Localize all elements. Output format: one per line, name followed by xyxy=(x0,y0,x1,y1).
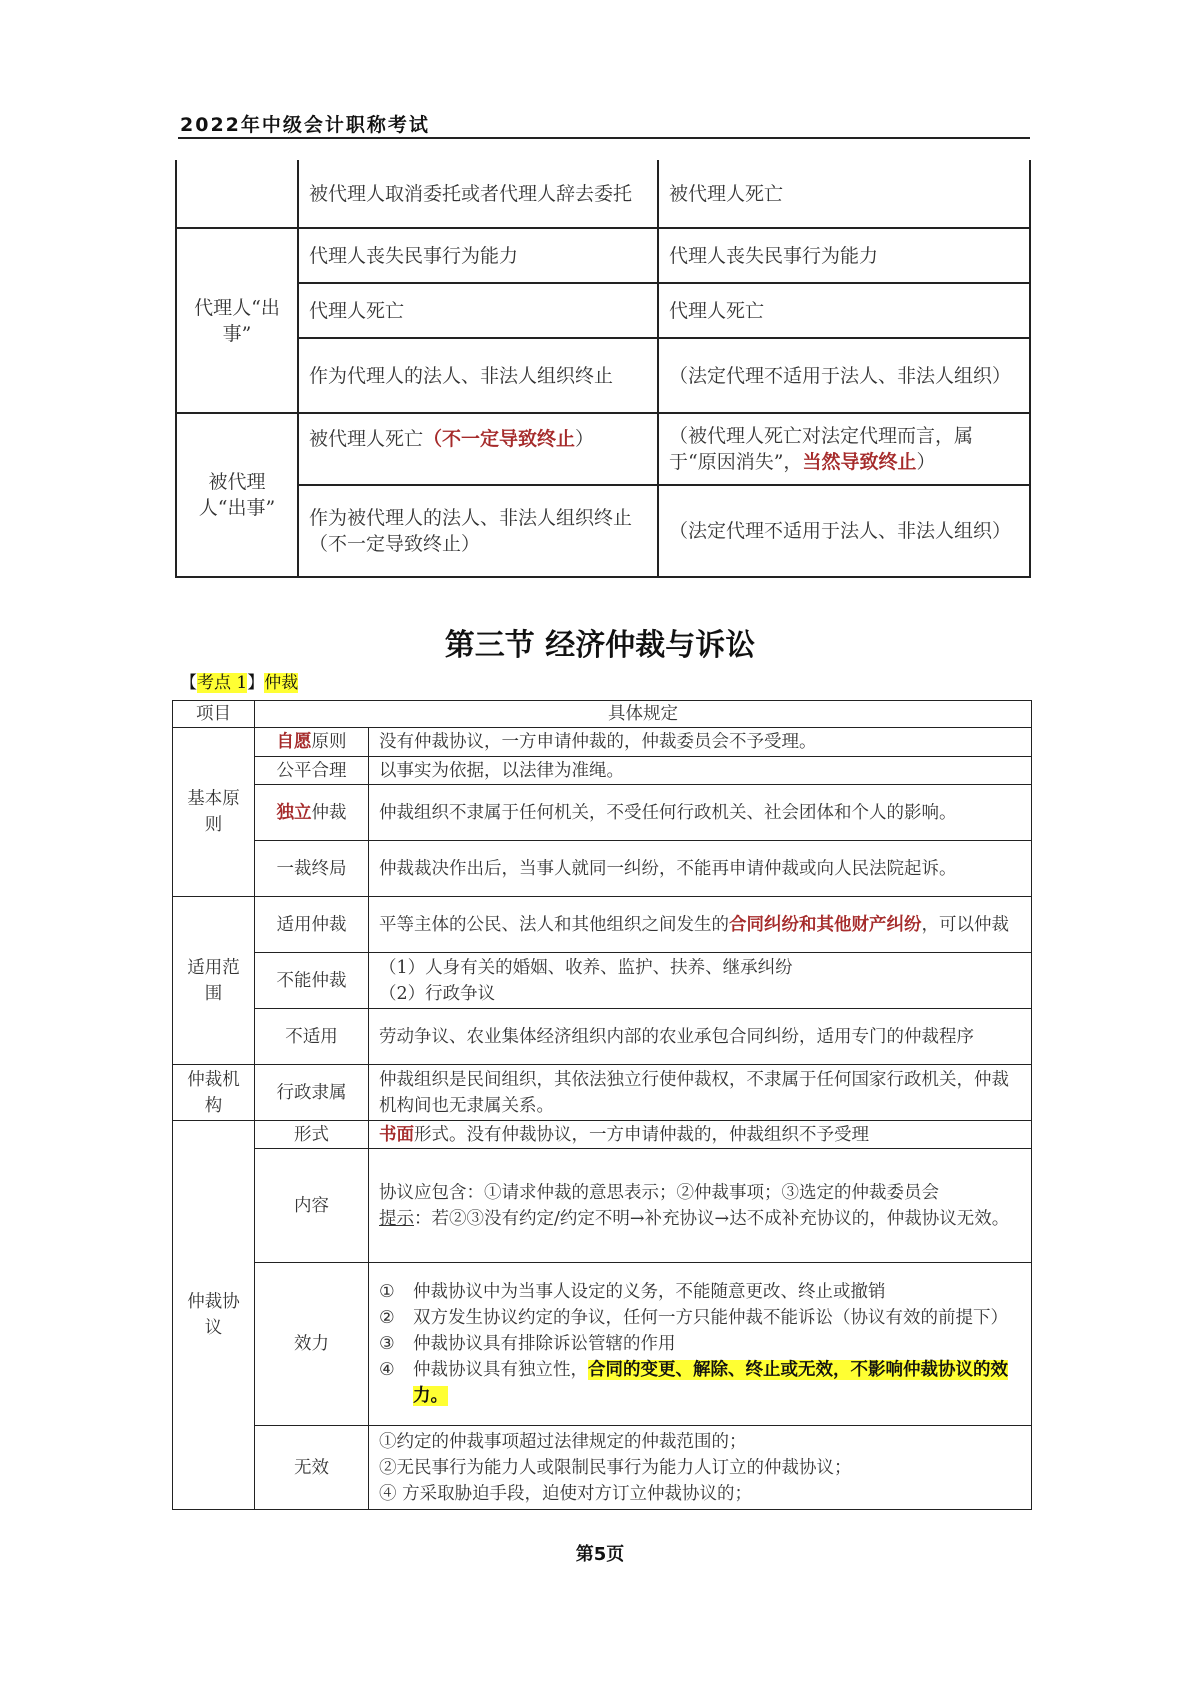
header-cell: 项目 xyxy=(173,701,255,728)
group-cell: 仲裁机构 xyxy=(173,1065,255,1121)
text: （被代理人死亡对法定代理而言，属于“原因消失”， xyxy=(669,425,974,473)
cell: 形式 xyxy=(255,1121,369,1149)
table-header-row xyxy=(173,701,1032,728)
group-cell: 代理人“出事” xyxy=(176,228,298,413)
text xyxy=(413,1357,1021,1409)
header-rule xyxy=(178,137,1030,139)
list-item: ②无民事行为能力人或限制民事行为能力人订立的仲裁协议； xyxy=(379,1457,852,1478)
list-number: ④ xyxy=(379,1360,395,1380)
text: ） xyxy=(916,451,936,473)
text: 被代理人死亡 xyxy=(309,428,424,450)
table-row xyxy=(176,160,1030,228)
cell: 被代理人取消委托或者代理人辞去委托 xyxy=(298,160,658,228)
text: ：若②③没有约定/约定不明→补充协议→达不成补充协议的，仲裁协议无效。 xyxy=(414,1208,1010,1229)
list-item xyxy=(379,1357,1021,1409)
table-row xyxy=(173,785,1032,841)
document-header: 2022年中级会计职称考试 xyxy=(180,114,430,136)
cell xyxy=(369,1149,1032,1263)
cell: 代理人死亡 xyxy=(298,283,658,338)
list-number: ① xyxy=(379,1282,395,1302)
cell xyxy=(298,413,658,485)
table-row xyxy=(176,283,1030,338)
cell: 效力 xyxy=(255,1263,369,1426)
table-row xyxy=(173,897,1032,953)
text: 仲裁 xyxy=(311,802,347,823)
text: 原则 xyxy=(311,732,347,752)
table-row xyxy=(173,1149,1032,1263)
text: 仲裁协议具有排除诉讼管辖的作用 xyxy=(413,1334,676,1354)
cell: 行政隶属 xyxy=(255,1065,369,1121)
text: （2）行政争议 xyxy=(379,983,496,1004)
cell: （法定代理不适用于法人、非法人组织） xyxy=(658,485,1030,577)
table-row xyxy=(173,1426,1032,1510)
text: ，可以仲裁 xyxy=(921,914,1009,935)
text: （1）人身有关的婚姻、收养、监护、扶养、继承纠纷 xyxy=(379,957,793,978)
bracket: 【 xyxy=(180,673,197,693)
cell xyxy=(658,413,1030,485)
text: 仲裁协议中为当事人设定的义务，不能随意更改、终止或撤销 xyxy=(413,1282,886,1302)
list-number: ② xyxy=(379,1308,395,1328)
text: 作为被代理人的法人、非法人组织终止 xyxy=(309,507,633,529)
cell xyxy=(369,1263,1032,1426)
cell: （法定代理不适用于法人、非法人组织） xyxy=(658,338,1030,413)
table-row xyxy=(173,728,1032,757)
text: 形式。没有仲裁协议，一方申请仲裁的，仲裁组织不予受理 xyxy=(414,1124,869,1145)
table-row xyxy=(176,485,1030,577)
emphasis-text: 独立 xyxy=(276,802,312,823)
cell xyxy=(298,485,658,577)
emphasis-text: 书面 xyxy=(379,1124,414,1145)
page-number: 第5页 xyxy=(575,1544,625,1565)
group-cell: 基本原则 xyxy=(173,728,255,897)
table-row xyxy=(173,1009,1032,1065)
cell: 一裁终局 xyxy=(255,841,369,897)
table-row xyxy=(176,228,1030,283)
text: 仲裁协议具有独立性， xyxy=(413,1360,588,1380)
text: 协议应包含：①请求仲裁的意思表示；②仲裁事项；③选定的仲裁委员会 xyxy=(379,1182,939,1203)
emphasis-text: 合同纠纷和其他财产纠纷 xyxy=(729,914,922,935)
list-item: ①约定的仲裁事项超过法律规定的仲裁范围的； xyxy=(379,1431,747,1452)
cell xyxy=(255,785,369,841)
cell: 无效 xyxy=(255,1426,369,1510)
cell: 仲裁裁决作出后，当事人就同一纠纷，不能再申请仲裁或向人民法院起诉。 xyxy=(369,841,1032,897)
table-row xyxy=(173,1263,1032,1426)
cell: 不适用 xyxy=(255,1009,369,1065)
table-row xyxy=(173,1065,1032,1121)
cell: 代理人死亡 xyxy=(658,283,1030,338)
table-row xyxy=(173,757,1032,785)
list-item: ④ 方采取胁迫手段，迫使对方订立仲裁协议的； xyxy=(379,1483,753,1504)
bracket: 】 xyxy=(247,673,265,693)
group-cell: 适用范围 xyxy=(173,897,255,1065)
table-row xyxy=(173,1121,1032,1149)
cell xyxy=(369,897,1032,953)
cell: 被代理人死亡 xyxy=(658,160,1030,228)
cell: 没有仲裁协议，一方申请仲裁的，仲裁委员会不予受理。 xyxy=(369,728,1032,757)
cell: 代理人丧失民事行为能力 xyxy=(658,228,1030,283)
cell: 以事实为依据，以法律为准绳。 xyxy=(369,757,1032,785)
table-row xyxy=(176,338,1030,413)
emphasis-text: （不一定导致终止 xyxy=(423,428,576,450)
highlighted-text: 合同的变更、解除、终止或无效，不影响仲裁协议的效力。 xyxy=(413,1360,1008,1406)
tip-label: 提示 xyxy=(379,1208,414,1229)
cell xyxy=(255,728,369,757)
cell xyxy=(369,1426,1032,1510)
emphasis-text: 当然导致终止 xyxy=(802,451,917,473)
cell: 内容 xyxy=(255,1149,369,1263)
list-item xyxy=(379,1279,1021,1305)
arbitration-table xyxy=(172,700,1032,1510)
cell: 代理人丧失民事行为能力 xyxy=(298,228,658,283)
text: 双方发生协议约定的争议，任何一方只能仲裁不能诉讼（协议有效的前提下） xyxy=(413,1308,1008,1328)
text: （不一定导致终止） xyxy=(309,533,481,555)
topic: 仲裁 xyxy=(264,673,299,693)
text: 平等主体的公民、法人和其他组织之间发生的 xyxy=(379,914,729,935)
highlight-label: 考点 1 xyxy=(197,673,248,693)
exam-point-label xyxy=(180,668,298,693)
cell xyxy=(369,953,1032,1009)
table-row xyxy=(173,953,1032,1009)
table-row xyxy=(173,841,1032,897)
group-cell: 仲裁协议 xyxy=(173,1121,255,1510)
cell: 作为代理人的法人、非法人组织终止 xyxy=(298,338,658,413)
list-item xyxy=(379,1305,1021,1331)
header-cell: 具体规定 xyxy=(255,701,1032,728)
cell: 公平合理 xyxy=(255,757,369,785)
cell: 适用仲裁 xyxy=(255,897,369,953)
cell: 仲裁组织是民间组织，其依法独立行使仲裁权，不隶属于任何国家行政机关，仲裁机构间也无隶属关系。 xyxy=(369,1065,1032,1121)
cell: 劳动争议、农业集体经济组织内部的农业承包合同纠纷，适用专门的仲裁程序 xyxy=(369,1009,1032,1065)
list-item xyxy=(379,1331,1021,1357)
table-row xyxy=(176,413,1030,485)
emphasis-text: 自愿 xyxy=(276,732,312,752)
cell: 仲裁组织不隶属于任何机关，不受任何行政机关、社会团体和个人的影响。 xyxy=(369,785,1032,841)
agency-termination-table xyxy=(175,160,1031,578)
list-number: ③ xyxy=(379,1334,395,1354)
group-cell xyxy=(176,160,298,228)
cell xyxy=(369,1121,1032,1149)
text: ） xyxy=(575,428,595,450)
cell: 不能仲裁 xyxy=(255,953,369,1009)
section-title: 第三节 经济仲裁与诉讼 xyxy=(444,628,756,663)
group-cell: 被代理人“出事” xyxy=(176,413,298,577)
